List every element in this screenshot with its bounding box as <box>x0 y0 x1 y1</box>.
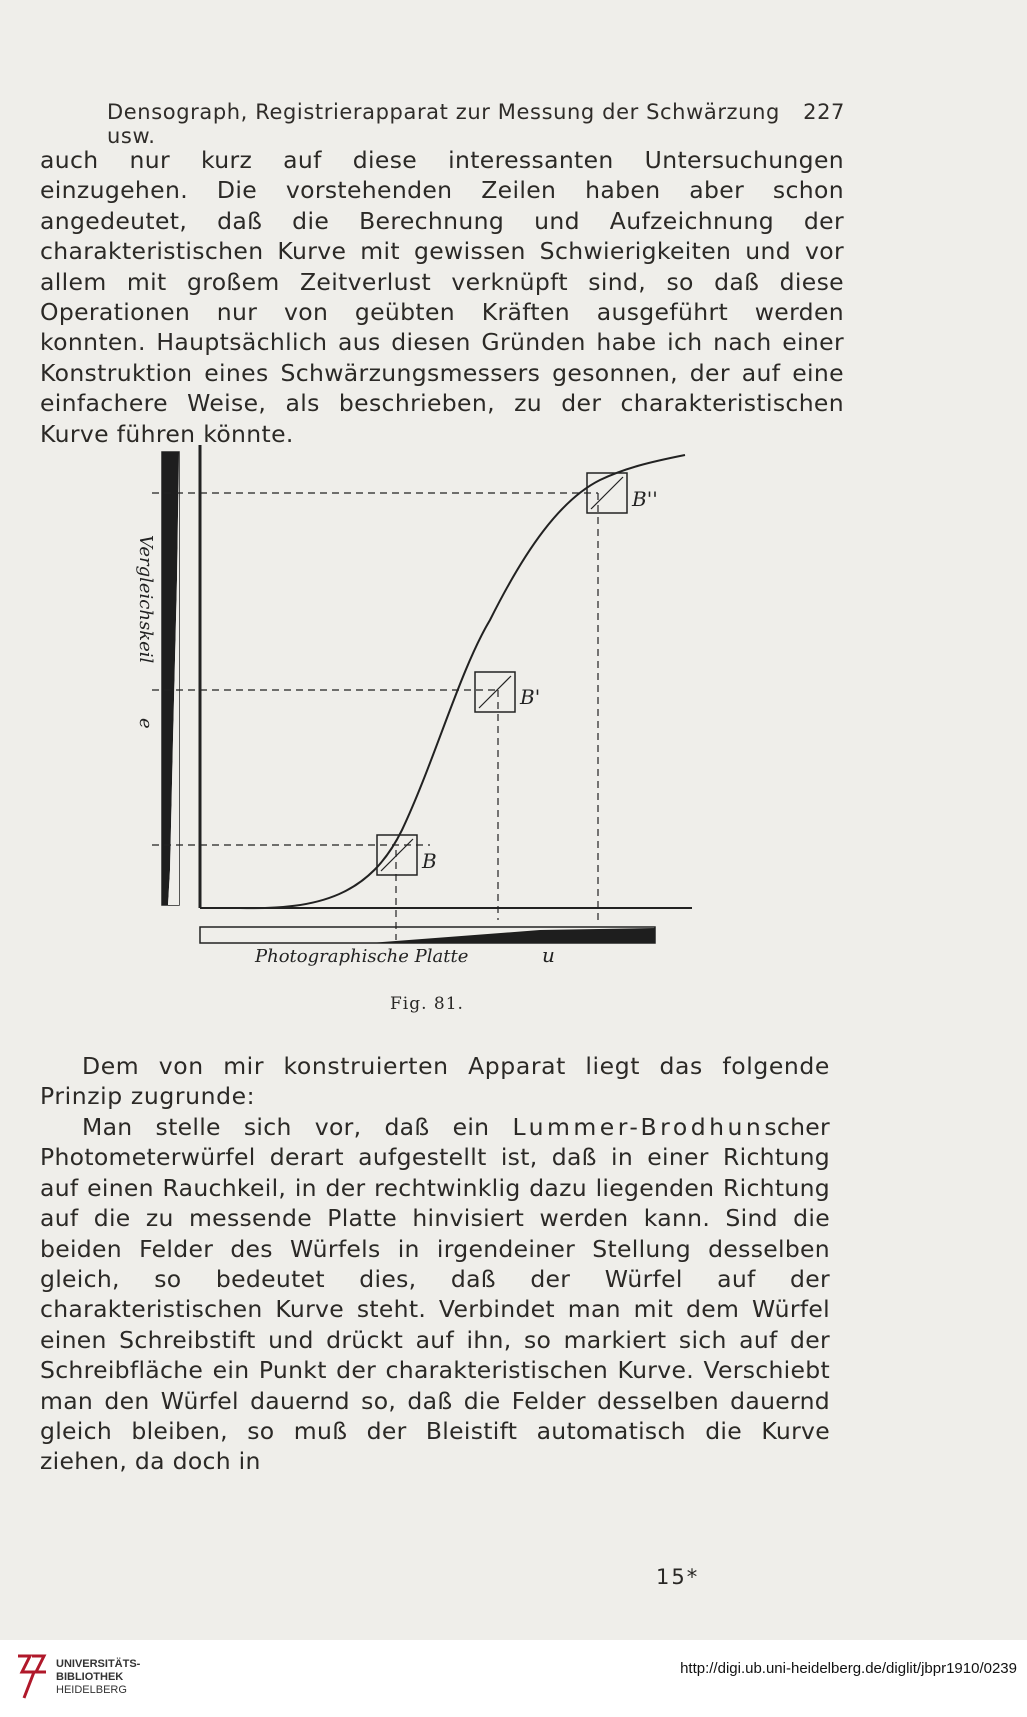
figure-81 <box>135 440 700 967</box>
paragraph-description-start: Man stelle sich vor, daß ein <box>82 1113 513 1141</box>
point-label-b-prime: B' <box>520 685 541 709</box>
plate-symbol: u <box>542 943 555 967</box>
library-name-line2: BIBLIOTHEK <box>56 1671 124 1683</box>
paragraph-description <box>40 1112 830 1477</box>
plate-label: Photographische Platte <box>255 946 469 967</box>
library-name-line1: UNIVERSITÄTS- <box>56 1658 141 1670</box>
wedge-symbol: e <box>135 718 156 729</box>
paragraph-description-rest: scher Photometerwürfel derart aufgestellt ist, daß in einer Richtung auf einen Rauchkeil, in der rechtwinklig dazu liegenden Richtung auf die zu messende Platte hinvisiert werden kann. Sind die beiden Felder des Würfels in irgendeiner Stellung desselben gleich, so bedeutet dies, daß der Würfel auf der charakteristischen Kurve steht. Verbindet man mit dem Würfel einen Schreibstift und drückt auf ihn, so markiert sich auf der Schreibfläche ein Punkt der charakteristischen Kurve. Verschiebt man den Würfel dauernd so, daß die Felder desselben dauernd gleich bleiben, so muß der Bleistift automatisch die Kurve ziehen, da doch in <box>40 1113 830 1476</box>
library-name-line3: HEIDELBERG <box>56 1684 127 1696</box>
paragraph-principle <box>40 1051 830 1112</box>
paragraph-description-text <box>40 1112 830 1477</box>
running-head <box>107 100 845 148</box>
point-label-b: B <box>422 849 437 873</box>
figure-caption: Fig. 81. <box>390 994 464 1014</box>
paragraph-principle-text: Dem von mir konstruierten Apparat liegt das folgende Prinzip zugrunde: <box>40 1052 830 1111</box>
running-title: Densograph, Registrierapparat zur Messung der Schwärzung usw. <box>107 100 780 148</box>
paragraph-description-name: Lummer-Brodhun <box>512 1113 765 1141</box>
library-logo-icon <box>12 1652 50 1702</box>
library-footer <box>0 1640 1027 1717</box>
cube-diagonals <box>381 477 623 871</box>
page-number: 227 <box>803 100 845 124</box>
permalink[interactable]: http://digi.ub.uni-heidelberg.de/diglit/jbpr1910/0239 <box>680 1660 1017 1677</box>
paragraph-intro: auch nur kurz auf diese interessanten Untersuchungen einzugehen. Die vorstehenden Zeilen haben aber schon angedeutet, daß die Berechnung und Aufzeichnung der charakteristischen Kurve mit gewissen Schwierigkeiten und vor allem mit großem Zeitverlust verknüpft sind, so daß diese Operationen nur von geübten Kräften ausgeführt werden konnten. Hauptsächlich aus diesen Gründen habe ich nach einer Konstruktion eines Schwärzungsmessers gesonnen, der auf eine einfachere Weise, als beschrieben, zu der charakteristischen Kurve führen könnte. <box>40 146 844 448</box>
plate-fill <box>370 928 655 943</box>
wedge-label: Vergleichskeil <box>135 535 156 664</box>
point-label-b-double-prime: B'' <box>632 487 658 511</box>
guide-lines <box>152 493 598 940</box>
characteristic-curve <box>240 455 685 908</box>
library-name <box>56 1658 140 1697</box>
sheet-signature: 15* <box>656 1565 700 1589</box>
